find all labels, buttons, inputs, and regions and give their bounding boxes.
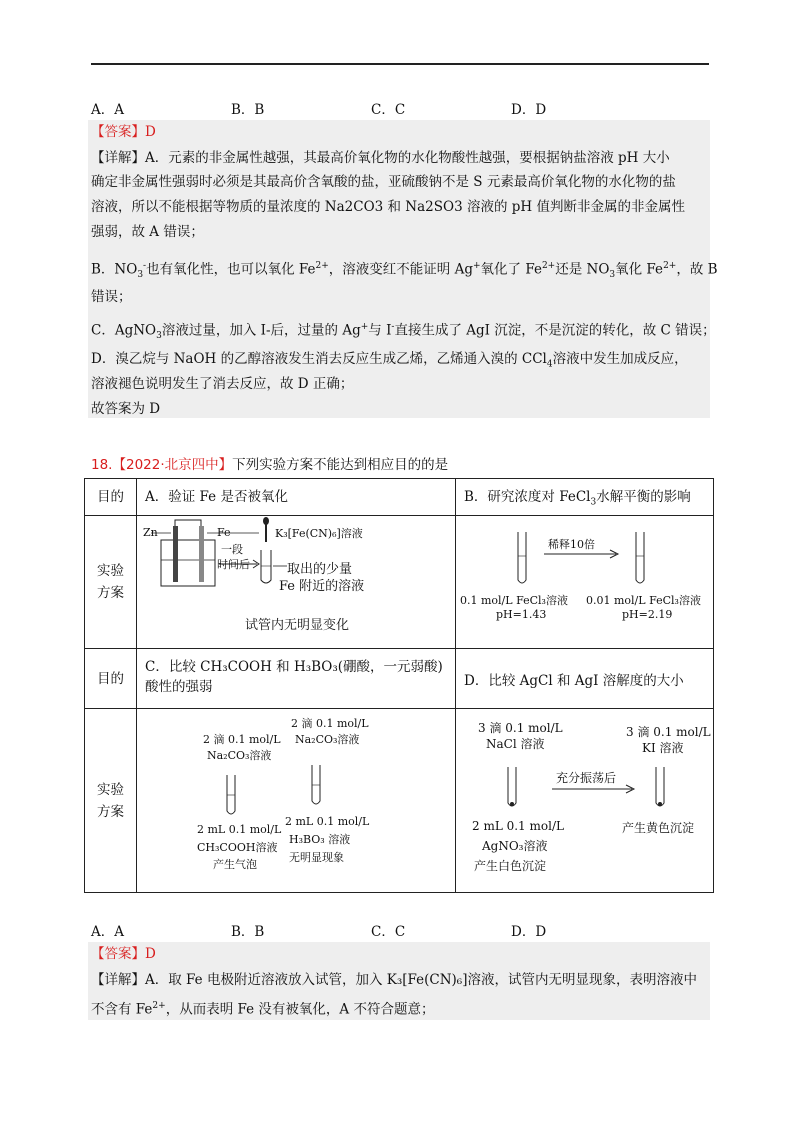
expl-line: 确定非金属性强弱时必须是其最高价含氧酸的盐，亚硫酸钠不是 S 元素最高价氧化物的水化物的盐	[91, 174, 676, 190]
option-c: C．C	[371, 924, 406, 940]
expl-line: 【详解】A．元素的非金属性越强，其最高价氧化物的水化物酸性越强，要根据钠盐溶液 pH 大小	[91, 150, 670, 166]
expl-line: C．AgNO$_3$溶液过量，加入 I-后，过量的 Ag+与 I-直接生成了 AgI 沉淀，不是沉淀的转化，故 C 错误；	[91, 322, 716, 342]
right-solution: 2 mL 0.1 mol/L	[285, 815, 370, 828]
option-c: C．C	[371, 102, 406, 118]
cell-d-goal: D．比较 AgCl 和 AgI 溶解度的大小	[456, 649, 714, 709]
prev-options	[91, 98, 709, 118]
zn-label: Zn	[143, 526, 158, 539]
expl-line: 【详解】A．取 Fe 电极附近溶液放入试管，加入 K₃[Fe(CN)₆]溶液，试管内无明显现象，表明溶液中	[91, 972, 697, 988]
expl-line: 强弱，故 A 错误；	[91, 224, 204, 240]
reagent-label: K₃[Fe(CN)₆]溶液	[275, 527, 363, 540]
left-drop: 3 滴 0.1 mol/L	[478, 721, 563, 735]
shake-label: 充分振荡后	[556, 771, 617, 785]
option-a: A．A	[91, 924, 124, 940]
left-drop: NaCl 溶液	[486, 737, 545, 751]
option-a: A．A	[91, 102, 124, 118]
option-d: D．D	[511, 924, 547, 940]
solution-label: AgNO₃溶液	[482, 839, 548, 853]
right-drop: 2 滴 0.1 mol/L	[291, 717, 369, 730]
experiment-table	[84, 478, 714, 893]
wait-label: 时间后	[217, 558, 250, 571]
expl-line: 溶液，所以不能根据等物质的量浓度的 Na2CO3 和 Na2SO3 溶液的 pH 值判断非金属的非金属性	[91, 199, 685, 215]
right-ph: pH=2.19	[622, 608, 673, 621]
answer-label: 【答案】D	[91, 124, 156, 140]
right-solution: 0.01 mol/L FeCl₃溶液	[586, 594, 701, 607]
cell-b-figure	[456, 516, 714, 649]
plan-label: 实验方案	[85, 709, 137, 893]
expl-line: 故答案为 D	[91, 401, 161, 417]
cell-c-figure	[137, 709, 456, 893]
wait-label: 一段	[221, 543, 243, 556]
expl-line: 溶液褪色说明发生了消去反应，故 D 正确；	[91, 376, 354, 392]
question-18-stem: 18.【2022·北京四中】下列实验方案不能达到相应目的的是	[91, 457, 449, 473]
cell-a-figure	[137, 516, 456, 649]
expl-line: D．溴乙烷与 NaOH 的乙醇溶液发生消去反应生成乙烯，乙烯通入溴的 CCl$_4$溶液中发生加成反应，	[91, 351, 688, 370]
left-solution: 2 mL 0.1 mol/L	[197, 823, 282, 836]
left-result: 产生白色沉淀	[474, 859, 547, 873]
cell-c-goal: C．比较 CH₃COOH 和 H₃BO₃(硼酸，一元弱酸)酸性的强弱	[137, 649, 456, 709]
take-label: Fe 附近的溶液	[279, 579, 365, 594]
right-drop: 3 滴 0.1 mol/L	[626, 725, 711, 739]
expl-line: B．$NO_3^-$也有氧化性，也可以氧化 $Fe^{2+}$，溶液变红不能证明 Ag+氧化了 $Fe^{2+}$还是 $NO_3$氧化 $Fe^{2+}$，故 B	[91, 261, 718, 281]
left-ph: pH=1.43	[496, 608, 547, 621]
plan-label: 实验方案	[85, 516, 137, 649]
option-d: D．D	[511, 102, 547, 118]
q18-options	[91, 920, 709, 940]
answer-label: 【答案】D	[91, 946, 156, 962]
left-drop: Na₂CO₃溶液	[207, 749, 272, 762]
take-label: 取出的少量	[287, 562, 353, 577]
fe-label: Fe	[217, 526, 231, 539]
solution-label: 2 mL 0.1 mol/L	[472, 819, 564, 833]
expl-line: 错误；	[91, 289, 132, 305]
left-solution: CH₃COOH溶液	[197, 841, 278, 854]
option-b: B．B	[231, 924, 265, 940]
cell-a-goal: A．验证 Fe 是否被氧化	[137, 479, 456, 516]
right-result: 无明显现象	[289, 851, 344, 864]
right-solution: H₃BO₃ 溶液	[289, 833, 351, 846]
left-result: 产生气泡	[213, 858, 257, 871]
goal-label: 目的	[85, 649, 137, 709]
result-label: 试管内无明显变化	[245, 618, 350, 633]
dilute-label: 稀释10倍	[548, 538, 595, 551]
left-solution: 0.1 mol/L FeCl₃溶液	[460, 594, 568, 607]
header-rule	[91, 63, 709, 65]
right-drop: KI 溶液	[642, 741, 684, 755]
option-b: B．B	[231, 102, 265, 118]
right-result: 产生黄色沉淀	[622, 821, 695, 835]
cell-b-goal: B．研究浓度对 FeCl$_3$水解平衡的影响	[456, 479, 714, 516]
right-drop: Na₂CO₃溶液	[295, 733, 360, 746]
goal-label: 目的	[85, 479, 137, 516]
cell-d-figure	[456, 709, 714, 893]
left-drop: 2 滴 0.1 mol/L	[203, 733, 281, 746]
expl-line: 不含有 $Fe^{2+}$，从而表明 Fe 没有被氧化，A 不符合题意；	[91, 1001, 435, 1018]
